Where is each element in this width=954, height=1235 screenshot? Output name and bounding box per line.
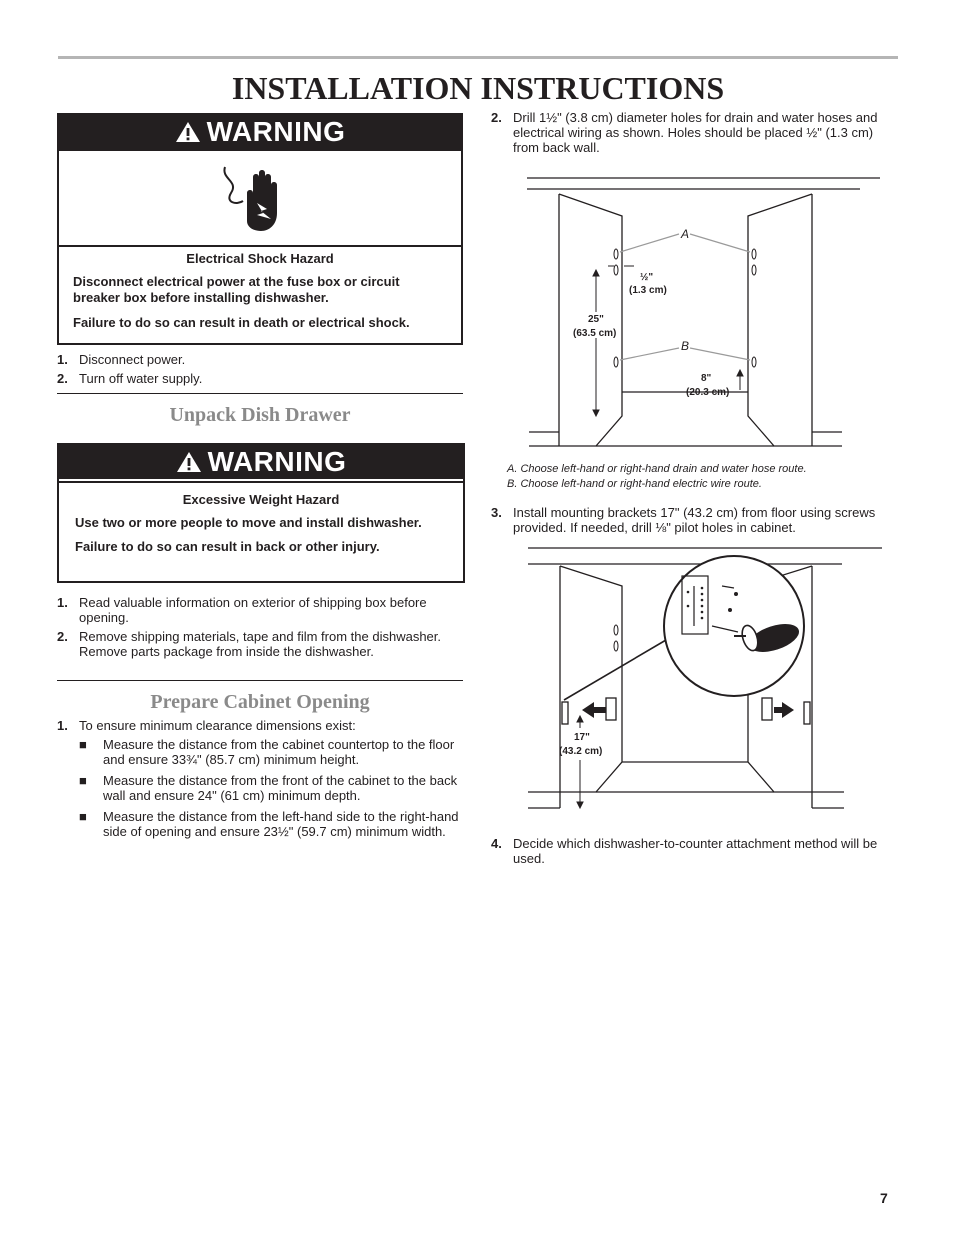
list-item: 3. Install mounting brackets 17" (43.2 cm) from floor using screws provided. If needed, drill ⅛" pilot holes in cabinet. — [491, 505, 876, 535]
bullet-item: ■ Measure the distance from the front of the cabinet to the back wall and ensure 24" (61 cm) minimum depth. — [79, 773, 458, 803]
section-heading-prepare: Prepare Cabinet Opening — [150, 691, 370, 713]
warning-header — [59, 445, 463, 479]
page-number: 7 — [880, 1190, 888, 1206]
dim-25-in: 25" — [588, 314, 604, 325]
mounting-bracket-diagram — [526, 546, 886, 812]
electrical-shock-hand-icon — [217, 159, 297, 239]
list-item: 2. Drill 1½" (3.8 cm) diameter holes for drain and water hoses and electrical wiring as shown. Holes should be placed ½" (1.3 cm) from back wall. — [491, 110, 878, 155]
dim-half-cm: (1.3 cm) — [629, 285, 667, 296]
warning-triangle-icon — [175, 121, 201, 143]
shock-hazard-icon-panel — [59, 149, 461, 247]
section-heading-unpack: Unpack Dish Drawer — [169, 404, 351, 426]
caption-b: B. Choose left-hand or right-hand electric wire route. — [507, 478, 762, 490]
prepare-steps-list — [57, 718, 461, 845]
list-item: 2. Turn off water supply. — [57, 371, 203, 386]
warning-label: WARNING — [206, 116, 346, 147]
figure-caption — [507, 462, 907, 492]
label-b: B — [681, 339, 690, 353]
bracket-step — [491, 505, 891, 539]
list-item: 1. Read valuable information on exterior of shipping box before opening. — [57, 595, 427, 625]
list-item: 2. Remove shipping materials, tape and film from the dishwasher. Remove parts package from inside the dishwasher. — [57, 629, 442, 659]
hazard-consequence: Failure to do so can result in back or other injury. — [75, 539, 380, 554]
divider — [57, 393, 463, 394]
cabinet-holes-diagram — [524, 172, 884, 452]
dim-17-cm: (43.2 cm) — [559, 746, 603, 757]
warning-box-electrical — [57, 113, 463, 345]
hazard-instruction: Use two or more people to move and install dishwasher. — [75, 515, 422, 530]
warning-header — [59, 115, 461, 149]
dim-8-in: 8" — [701, 373, 712, 384]
warning-triangle-icon — [176, 451, 202, 473]
list-item: 4. Decide which dishwasher-to-counter attachment method will be used. — [491, 836, 878, 866]
divider — [57, 680, 463, 681]
hazard-title: Electrical Shock Hazard — [186, 251, 334, 266]
unpack-steps-list — [57, 595, 459, 663]
attachment-step — [491, 836, 895, 870]
top-rule — [58, 56, 898, 59]
power-steps-list — [57, 352, 457, 390]
dim-25-cm: (63.5 cm) — [573, 328, 617, 339]
dim-half-in: ½" — [640, 272, 654, 283]
list-item: 1. Disconnect power. — [57, 352, 186, 367]
bullet-item: ■ Measure the distance from the left-hand side to the right-hand side of opening and ensure 23½" (59.7 cm) minimum width. — [79, 809, 459, 839]
list-item: 1. To ensure minimum clearance dimensions exist: — [57, 718, 356, 733]
dim-17-in: 17" — [574, 732, 590, 743]
bullet-item: ■ Measure the distance from the cabinet countertop to the floor and ensure 33¾" (85.7 cm) minimum height. — [79, 737, 455, 767]
caption-a: A. Choose left-hand or right-hand drain and water hose route. — [507, 463, 807, 475]
hazard-consequence: Failure to do so can result in death or electrical shock. — [73, 315, 410, 330]
hazard-title: Excessive Weight Hazard — [182, 492, 340, 507]
label-a: A — [681, 227, 690, 241]
drill-step — [491, 110, 891, 159]
page-title: INSTALLATION INSTRUCTIONS — [231, 70, 725, 106]
warning-label: WARNING — [207, 446, 347, 477]
hazard-instruction: Disconnect electrical power at the fuse box or circuit breaker box before installing dishwasher. — [73, 274, 400, 305]
dim-8-cm: (20.3 cm) — [686, 387, 730, 398]
warning-box-weight — [57, 443, 465, 583]
